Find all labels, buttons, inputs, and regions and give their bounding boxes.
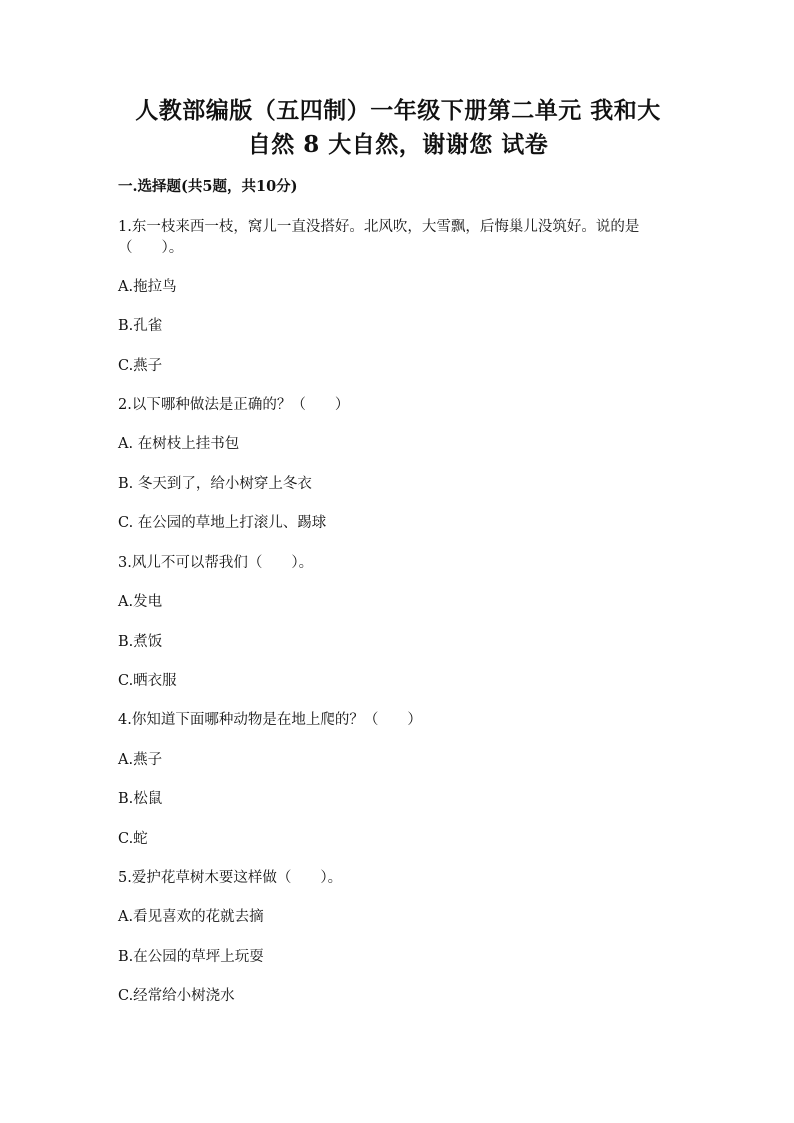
question-5-option-a: A.看见喜欢的花就去摘 [118,909,264,925]
question-2-option-c: C. 在公园的草地上打滚儿、踢球 [118,515,327,531]
question-4-option-a: A.燕子 [118,752,163,768]
question-3-stem: 3.风儿不可以帮我们（ ）。 [118,555,314,571]
question-2-option-a: A. 在树枝上挂书包 [118,436,240,452]
question-4-stem: 4.你知道下面哪种动物是在地上爬的？（ ） [118,712,422,728]
question-4-option-b: B.松鼠 [118,791,163,807]
question-4-option-c: C.蛇 [118,831,148,847]
question-2-stem: 2.以下哪种做法是正确的？（ ） [118,397,350,413]
question-3-option-b: B.煮饭 [118,634,163,650]
question-3-option-c: C.晒衣服 [118,673,177,689]
question-3-option-a: A.发电 [118,594,163,610]
exam-title [108,94,688,162]
question-1-stem: 1.东一枝来西一枝，窝儿一直没搭好。北风吹，大雪飘，后悔巢儿没筑好。说的是（ ）。 [118,219,640,256]
question-5-option-b: B.在公园的草坪上玩耍 [118,949,264,965]
section-heading: 一.选择题(共5题，共10分) [118,178,298,195]
question-1-option-a: A.拖拉鸟 [118,279,177,295]
question-5-option-c: C.经常给小树浇水 [118,988,235,1004]
question-5-stem: 5.爱护花草树木要这样做（ ）。 [118,870,343,886]
question-1-option-b: B.孔雀 [118,318,163,334]
exam-title-line-2: 自然 8 大自然，谢谢您 试卷 [247,131,549,158]
question-1-option-c: C.燕子 [118,358,163,374]
exam-title-line-1: 人教部编版（五四制）一年级下册第二单元 我和大 [135,97,661,124]
question-2-option-b: B. 冬天到了，给小树穿上冬衣 [118,476,312,492]
